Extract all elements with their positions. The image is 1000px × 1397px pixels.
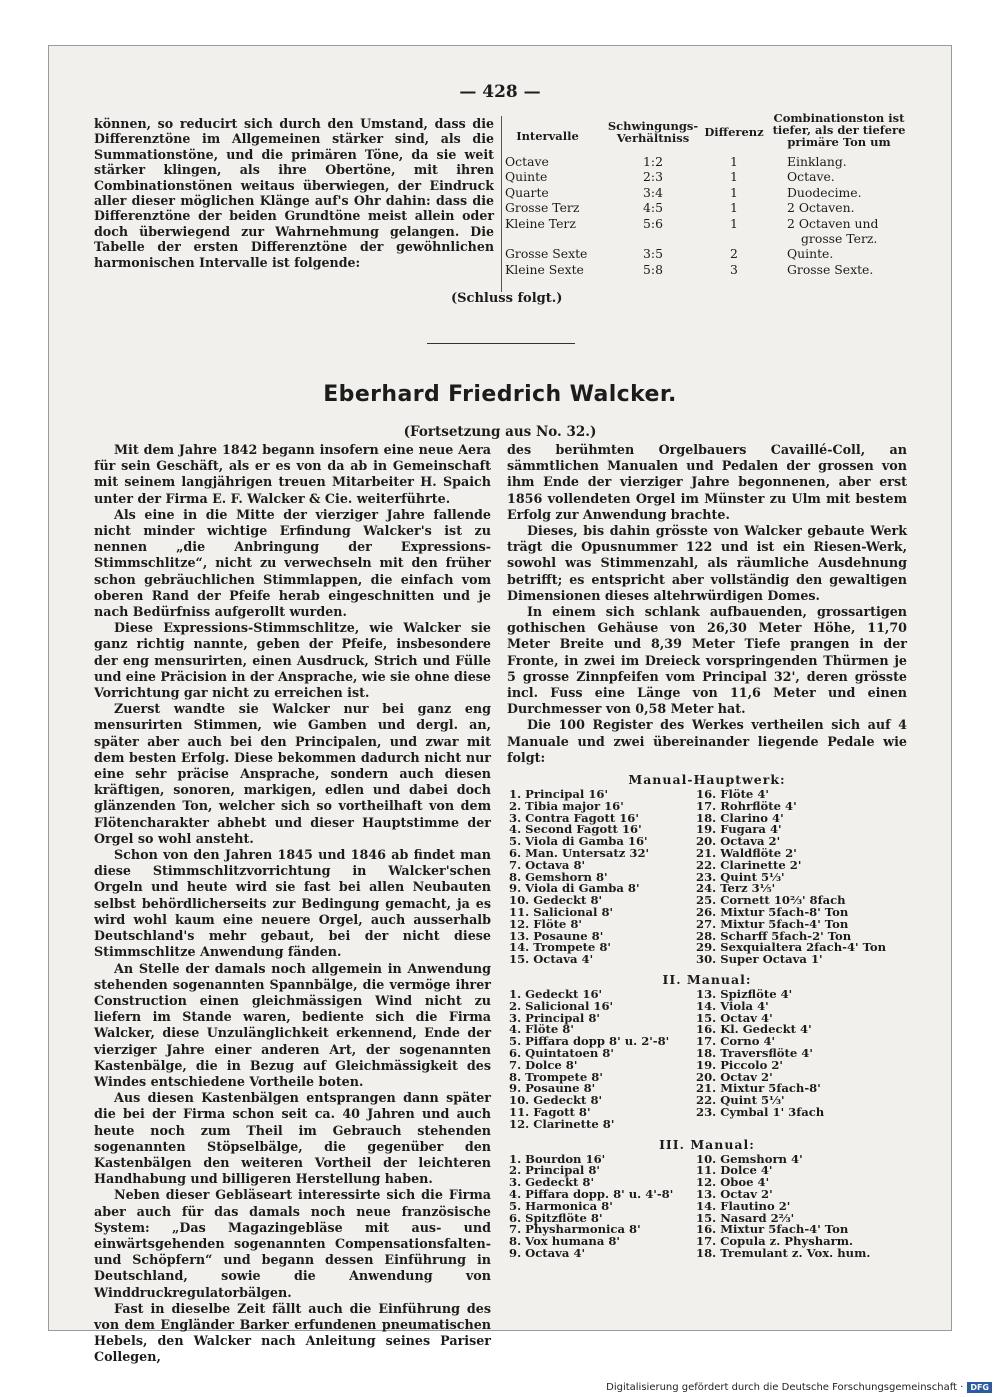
interval-cell-ratio: 2:3 — [643, 169, 663, 185]
interval-cell-ratio: 3:4 — [643, 184, 663, 200]
interval-cell-ratio: 5:6 — [643, 215, 663, 231]
stop-item: 3. Gedeckt 8' — [509, 1175, 595, 1190]
dfg-logo: DFG — [967, 1382, 992, 1393]
stop-item: 12. Oboe 4' — [696, 1175, 770, 1190]
interval-cell-difference: 1 — [730, 215, 738, 231]
stop-item: 13. Spizflöte 4' — [696, 987, 793, 1002]
stop-item: 24. Terz 3⅕' — [696, 881, 776, 896]
stop-item: 10. Gedeckt 8' — [509, 1093, 603, 1108]
stop-column — [696, 989, 907, 1131]
stop-item: 14. Flautino 2' — [696, 1198, 791, 1213]
top-left-paragraph: können, so reducirt sich durch den Umstand, dass die Differenztöne im Allgemeinen stärker sind, als die Summationstöne, und die primären Töne, da sie weit stärker klingen, als ihre Obertöne, mit ihren Combinationstönen weitaus überwiegen, der Eindruck aller dieser möglichen Klänge auf's Ohr dahin: dass die Differenztöne der beiden Grundtöne meist allein oder doch überwiegend zur Wahrnehmung gelangen. Die Tabelle der ersten Differenztöne der gewöhnlichen harmonischen Intervalle ist folgende: — [94, 116, 494, 270]
stop-item: 7. Octava 8' — [509, 857, 586, 872]
stop-column — [507, 789, 696, 966]
interval-cell-interval: Octave — [505, 154, 549, 169]
stop-item: 9. Viola di Gamba 8' — [509, 881, 640, 896]
stop-item: 1. Gedeckt 16' — [509, 987, 603, 1002]
interval-cell-combination: Einklang. — [787, 154, 847, 169]
interval-cell-combination: Grosse Sexte. — [787, 261, 874, 277]
header-difference: Differenz — [704, 125, 764, 139]
interval-cell-difference: 1 — [730, 154, 738, 169]
stop-item: 27. Mixtur 5fach-4' Ton — [696, 916, 849, 931]
interval-cell-interval: Kleine Terz — [505, 215, 576, 231]
interval-cell-ratio: 5:8 — [643, 261, 663, 277]
manual-stops — [507, 989, 907, 1131]
interval-row — [505, 216, 909, 231]
stop-item: 1. Bourdon 16' — [509, 1151, 606, 1166]
stop-item: 21. Waldflöte 2' — [696, 846, 797, 861]
header-interval: Intervalle — [516, 129, 579, 143]
interval-cell-combination: Duodecime. — [787, 184, 862, 200]
stop-item: 9. Posaune 8' — [509, 1081, 596, 1096]
stop-item: 9. Octava 4' — [509, 1245, 586, 1260]
interval-row — [505, 169, 909, 184]
article-title: Eberhard Friedrich Walcker. — [323, 382, 677, 407]
interval-cell-interval: Grosse Terz — [505, 200, 580, 216]
interval-cell-interval: Grosse Sexte — [505, 246, 588, 262]
interval-cell-combination: 2 Octaven und — [787, 215, 879, 231]
stop-item: 2. Tibia major 16' — [509, 798, 624, 813]
paragraph: des berühmten Orgelbauers Cavaillé-Coll, an sämmtlichen Manualen und Pedalen der grossen von ihm Ende der vierziger Jahre begonnenen, aber erst 1856 vollendeten Orgel im Münster zu Ulm mit bestem Erfolg zur Anwendung brachte. — [507, 442, 907, 522]
paragraph: Aus diesen Kastenbälgen entsprangen dann später die bei der Firma schon seit ca. 40 Jahren und auch heute noch zum Theil im Gebrauch stehenden sogenannten Stöpselbälge, die gegenüber den Kastenbälgen den weiteren Vortheil der leichteren Handhabung und billigeren Herstellung haben. — [94, 1090, 491, 1187]
stop-item: 16. Mixtur 5fach-4' Ton — [696, 1222, 849, 1237]
stop-item: 1. Principal 16' — [509, 787, 609, 802]
interval-cell-interval: Quarte — [505, 184, 549, 200]
stop-item: 18. Clarino 4' — [696, 810, 784, 825]
interval-cell-difference: 3 — [730, 261, 738, 277]
stop-item: 14. Viola 4' — [696, 998, 769, 1013]
stop-list — [507, 772, 907, 1260]
stop-item: 18. Tremulant z. Vox. hum. — [696, 1245, 871, 1260]
right-column — [507, 442, 907, 1260]
stop-item: 12. Clarinette 8' — [509, 1116, 615, 1131]
manual-title: III. Manual: — [659, 1136, 755, 1152]
interval-cell-difference: 1 — [730, 200, 738, 216]
interval-table-header — [505, 112, 909, 154]
page-number: — 428 — — [459, 82, 541, 102]
stop-item: 20. Octav 2' — [696, 1069, 773, 1084]
stop-item: 5. Harmonica 8' — [509, 1198, 613, 1213]
stop-item: 10. Gemshorn 4' — [696, 1151, 803, 1166]
stop-item: 11. Fagott 8' — [509, 1104, 591, 1119]
stop-item: 3. Contra Fagott 16' — [509, 810, 639, 825]
stop-item: 22. Clarinette 2' — [696, 857, 802, 872]
stop-item: 15. Octava 4' — [509, 952, 594, 967]
stop-item: 4. Second Fagott 16' — [509, 822, 642, 837]
stop-item: 23. Cymbal 1' 3fach — [696, 1104, 825, 1119]
stop-item: 17. Copula z. Physharm. — [696, 1234, 854, 1249]
scanned-page — [48, 45, 952, 1365]
interval-cell-combination: Quinte. — [787, 246, 834, 262]
paragraph: Mit dem Jahre 1842 begann insofern eine neue Aera für sein Geschäft, als er es von da ab in Gemeinschaft mit seinem langjährigen treuen Mitarbeiter H. Spaich unter der Firma E. F. Walcker & Cie. weiterführte. — [94, 442, 491, 506]
interval-rows — [505, 154, 909, 277]
left-column — [94, 442, 491, 1366]
stop-item: 7. Physharmonica 8' — [509, 1222, 641, 1237]
stop-item: 15. Octav 4' — [696, 1010, 773, 1025]
manual-title: II. Manual: — [662, 972, 752, 988]
stop-item: 4. Piffara dopp. 8' u. 4'-8' — [509, 1186, 674, 1201]
stop-column — [696, 789, 907, 966]
stop-item: 13. Posaune 8' — [509, 928, 604, 943]
paragraph: Diese Expressions-Stimmschlitze, wie Walcker sie ganz richtig nannte, geben der Pfeife, insbesondere der eng mensurirten, einen Ausdruck, Strich und Fülle und eine Präcision in der Ansprache, wie sie ohne diese Vorrichtung gar nicht zu erreichen ist. — [94, 620, 491, 701]
paragraph: Fast in dieselbe Zeit fällt auch die Einführung des von dem Engländer Barker erfundenen pneumatischen Hebels, den Walcker nach Anleitung seines Pariser Collegen, — [94, 1300, 491, 1365]
stop-item: 16. Kl. Gedeckt 4' — [696, 1022, 812, 1037]
interval-row — [505, 262, 909, 277]
stop-item: 11. Salicional 8' — [509, 905, 614, 920]
stop-item: 16. Flöte 4' — [696, 787, 769, 802]
interval-cell-combination: grosse Terz. — [801, 230, 878, 246]
stop-item: 18. Traversflöte 4' — [696, 1046, 813, 1060]
stop-item: 8. Gemshorn 8' — [509, 869, 608, 884]
header-combination: Combinationston ist tiefer, als der tiefere primäre Ton um — [772, 111, 906, 149]
stop-item: 8. Vox humana 8' — [509, 1234, 620, 1249]
interval-cell-ratio: 4:5 — [643, 200, 663, 216]
stop-item: 6. Spitzflöte 8' — [509, 1210, 603, 1225]
stop-item: 6. Man. Untersatz 32' — [509, 846, 650, 861]
paragraph: An Stelle der damals noch allgemein in Anwendung stehenden sogenannten Spannbälge, die vermöge ihrer Construction einen gleichmässigen Wind nicht zu liefern im Stande waren, bediente sich die Firma Walcker, diese Unzulänglichkeit erkennend, Ende der vierziger Jahre einer anderen Art, der sogenannten Kastenbälge, die in Bezug auf Gleichmässigkeit des Windes entschiedene Vortheile boten. — [94, 960, 491, 1089]
stop-item: 15. Nasard 2⅔' — [696, 1210, 795, 1225]
stop-item: 2. Principal 8' — [509, 1163, 600, 1178]
column-divider — [501, 116, 502, 292]
stop-item: 21. Mixtur 5fach-8' — [696, 1081, 821, 1096]
stop-column — [507, 1151, 696, 1260]
stop-item: 17. Rohrflöte 4' — [696, 798, 797, 813]
stop-item: 29. Sexquialtera 2fach-4' Ton — [696, 940, 887, 955]
footer-text: Digitalisierung gefördert durch die Deutsche Forschungsgemeinschaft · — [606, 1382, 964, 1393]
interval-cell-difference: 1 — [730, 184, 738, 200]
manual-title: Manual-Hauptwerk: — [628, 772, 786, 788]
interval-cell-ratio: 3:5 — [643, 246, 663, 262]
stop-item: 2. Salicional 16' — [509, 998, 614, 1013]
stop-item: 5. Piffara dopp 8' u. 2'-8' — [509, 1034, 670, 1049]
stop-item: 5. Viola di Gamba 16' — [509, 834, 648, 849]
stop-item: 17. Corno 4' — [696, 1034, 776, 1049]
stop-item: 12. Flöte 8' — [509, 916, 582, 931]
interval-cell-combination: Octave. — [787, 169, 835, 185]
interval-row — [505, 231, 909, 246]
paragraph: Zuerst wandte sie Walcker nur bei ganz eng mensurirten Stimmen, wie Gamben und dergl. an, später aber auch bei den Principalen, und zwar mit dem besten Erfolg. Diese bekommen dadurch nicht nur eine sehr präcise Ansprache, sondern auch diesen kräftigen, sonoren, markigen, edlen und dabei doch glänzenden Ton, welcher sich so vortheilhaft von dem Flötencharakter abhebt und dieser Hauptstimme der Orgel so wohl ansteht. — [94, 701, 491, 846]
stop-item: 28. Scharff 5fach-2' Ton — [696, 928, 852, 943]
stop-item: 19. Piccolo 2' — [696, 1057, 783, 1072]
stop-item: 4. Flöte 8' — [509, 1022, 574, 1037]
stop-item: 14. Trompete 8' — [509, 940, 611, 955]
stop-item: 7. Dolce 8' — [509, 1057, 578, 1072]
stop-item: 8. Trompete 8' — [509, 1069, 603, 1084]
interval-row — [505, 246, 909, 261]
interval-cell-ratio: 1:2 — [643, 154, 663, 169]
stop-item: 11. Dolce 4' — [696, 1163, 773, 1178]
interval-cell-combination: 2 Octaven. — [787, 200, 855, 216]
manual-stops — [507, 1151, 907, 1260]
interval-row — [505, 154, 909, 169]
paragraph: In einem sich schlank aufbauenden, grossartigen gothischen Gehäuse von 26,30 Meter Höhe, 11,70 Meter Breite und 8,39 Meter Tiefe prangen in der Fronte, in zwei im Dreieck vorspringenden Thürmen je 5 grosse Zinnpfeifen vom Principal 32', deren grösste incl. Fuss eine Länge von 11,6 Meter und einen Durchmesser von 0,58 Meter hat. — [507, 604, 907, 717]
paragraph: Neben dieser Gebläseart interessirte sich die Firma aber auch für das damals noch neue französische System: „Das Magazingebläse mit aus- und einwärtsgehenden sogenannten Compensationsfalten- und Schöpfern“ und begann dessen Einführung in Deutschland, sowie die Anwendung von Winddruckregulatorbälgen. — [94, 1187, 491, 1300]
paragraph: Als eine in die Mitte der vierziger Jahre fallende nicht minder wichtige Erfindung Walcker's ist zu nennen „die Anbringung der Expressions-Stimmschlitze“, nicht zu verwechseln mit den früher schon gebräuchlichen Stimmlappen, die einfach vom oberen Rand der Pfeife herab eingeschnitten und je nach Bedürfniss aufgerollt wurden. — [94, 506, 491, 620]
stop-item: 22. Quint 5⅓' — [696, 1093, 785, 1108]
stop-item: 20. Octava 2' — [696, 834, 781, 849]
section-rule — [427, 343, 575, 344]
stop-item: 10. Gedeckt 8' — [509, 893, 603, 908]
stop-item: 19. Fugara 4' — [696, 822, 782, 837]
interval-cell-difference: 1 — [730, 169, 738, 185]
stop-column — [507, 989, 696, 1131]
stop-column — [696, 1151, 907, 1260]
paragraph: Die 100 Register des Werkes vertheilen sich auf 4 Manuale und zwei übereinander liegende Pedale wie folgt: — [507, 717, 907, 765]
stop-item: 6. Quintatoen 8' — [509, 1046, 614, 1060]
interval-row — [505, 200, 909, 215]
stop-item: 13. Octav 2' — [696, 1186, 773, 1201]
footer — [606, 1382, 992, 1393]
schluss-folgt: (Schluss folgt.) — [451, 291, 563, 306]
manual-stops — [507, 789, 907, 966]
stop-item: 25. Cornett 10⅔' 8fach — [696, 893, 846, 908]
interval-cell-interval: Quinte — [505, 169, 548, 185]
paragraph: Dieses, bis dahin grösste von Walcker gebaute Werk trägt die Opusnummer 122 und ist ein Riesen-Werk, sowohl was Stimmenzahl, als räumliche Ausdehnung betrifft; es entspricht aber vollständig den gewaltigen Dimensionen dieses altehrwürdigen Domes. — [507, 523, 907, 603]
right-paragraphs — [507, 442, 907, 766]
article-subtitle: (Fortsetzung aus No. 32.) — [403, 424, 597, 440]
header-ratio: Schwingungs-Verhältniss — [607, 119, 699, 145]
interval-cell-interval: Kleine Sexte — [505, 261, 584, 277]
interval-row — [505, 185, 909, 200]
stop-item: 30. Super Octava 1' — [696, 952, 823, 967]
paragraph: Schon von den Jahren 1845 und 1846 ab findet man diese Stimmschlitzvorrichtung in Walcker'schen Orgeln und heute wird sie fast bei allen Neubauten selbst behördlicherseits zur Bedingung gemacht, ja es wird wohl kaum eine neuere Orgel, auch ausserhalb Deutschland's mehr gebaut, bei der nicht diese Stimmschlitze Anwendung fänden. — [94, 847, 491, 960]
interval-table — [505, 112, 909, 277]
stop-item: 26. Mixtur 5fach-8' Ton — [696, 905, 849, 920]
interval-cell-difference: 2 — [730, 246, 738, 262]
stop-item: 3. Principal 8' — [509, 1010, 600, 1025]
stop-item: 23. Quint 5⅓' — [696, 869, 785, 884]
